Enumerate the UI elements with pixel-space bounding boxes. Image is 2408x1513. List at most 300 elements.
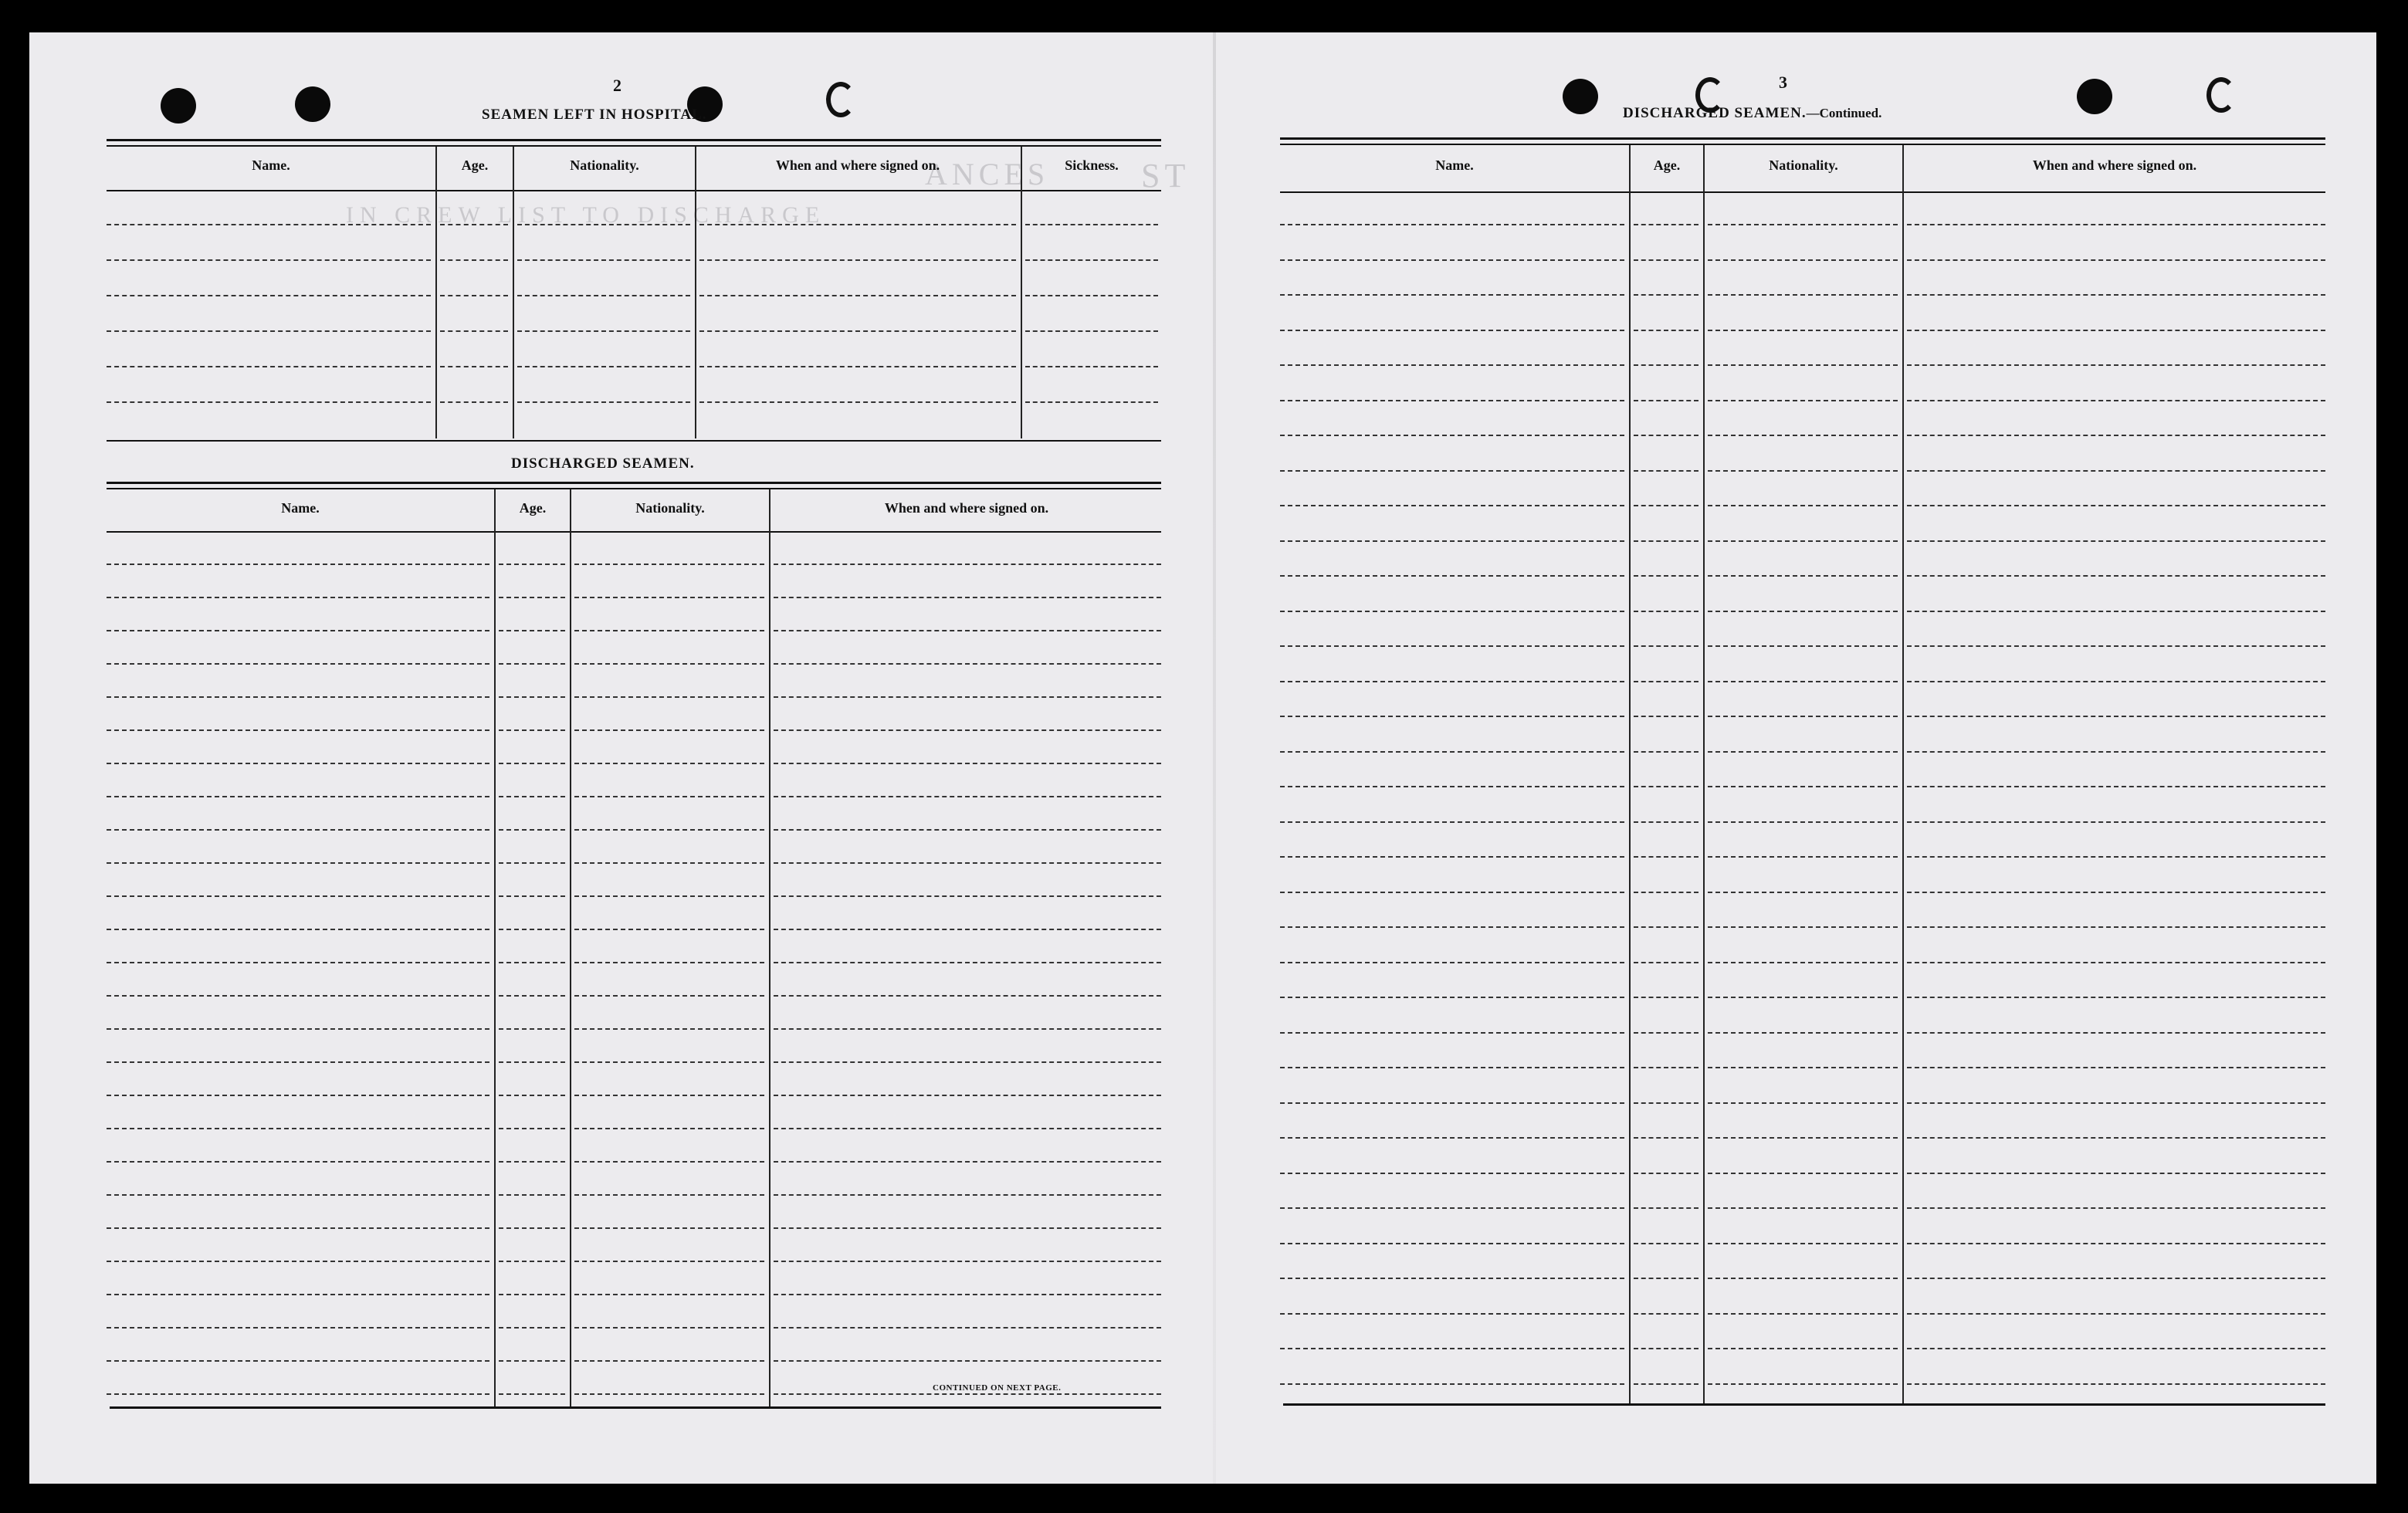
ruled-line [1708,470,1898,472]
ruled-line [774,796,1161,797]
ruled-line [499,1261,565,1262]
ruled-line [1280,645,1624,647]
ruled-line [1634,1348,1698,1349]
ruled-line [1025,224,1158,225]
ruled-line [574,1227,764,1229]
ruled-line [574,1128,764,1129]
ruled-line [1708,716,1898,717]
right-divider [1629,145,1631,1403]
ruled-line [1708,435,1898,436]
discharged-header-rule [107,531,1161,533]
ruled-line [499,929,565,930]
ruled-line [107,1261,489,1262]
ruled-line [1907,1348,2325,1349]
ruled-line [107,259,431,261]
ruled-line [1708,856,1898,858]
hospital-divider [513,147,514,438]
right-divider [1703,145,1705,1403]
ruled-line [774,1227,1161,1229]
ruled-line [774,1028,1161,1030]
ruled-line [1907,224,2325,225]
ruled-line [499,564,565,565]
ruled-line [1907,716,2325,717]
right-col-signed-on: When and where signed on. [2032,157,2197,173]
page-number-right: 3 [1779,73,1787,92]
ruled-line [574,597,764,598]
ruled-line [1280,364,1624,366]
ruled-line [774,1194,1161,1196]
ruled-line [774,1393,1161,1395]
ruled-line [1280,505,1624,506]
ruled-line [1634,1383,1698,1385]
ruled-line [1280,259,1624,261]
ruled-line [107,729,489,731]
punch-hole [161,88,196,124]
ruled-line [1634,1102,1698,1104]
ruled-line [499,729,565,731]
right-col-name: Name. [1435,157,1474,173]
ruled-line [1280,681,1624,682]
document-sheet [29,32,2376,1484]
ruled-line [1907,575,2325,577]
right-top-rule [1280,137,2325,140]
ruled-line [1025,295,1158,296]
ruled-line [774,564,1161,565]
ruled-line [574,630,764,631]
discharged-section-title: DISCHARGED SEAMEN. [511,455,695,472]
ruled-line [699,224,1016,225]
ruled-line [440,295,508,296]
staple-clip [2206,77,2236,113]
ruled-line [1708,1313,1898,1315]
ruled-line [1907,1313,2325,1315]
ruled-line [574,796,764,797]
ruled-line [1907,1032,2325,1034]
page-number-left: 2 [613,76,621,95]
ruled-line [574,829,764,831]
ruled-line [574,1261,764,1262]
ruled-line [1280,1313,1624,1315]
ruled-line [1025,259,1158,261]
ruled-line [107,895,489,897]
hospital-divider [695,147,696,438]
ruled-line [1907,1243,2325,1244]
hospital-top-rule [107,139,1161,141]
ruled-line [1280,962,1624,963]
ruled-line [1907,856,2325,858]
ruled-line [574,1061,764,1063]
discharged-divider [494,489,496,1406]
ruled-line [1634,540,1698,542]
ruled-line [1708,540,1898,542]
ruled-line [1280,821,1624,823]
ruled-line [517,224,690,225]
right-header-rule [1280,191,2325,193]
ruled-line [107,1294,489,1295]
hospital-divider [1021,147,1022,438]
ruled-line [1708,926,1898,928]
ruled-line [107,330,431,332]
hospital-col-name: Name. [252,157,290,173]
ruled-line [440,366,508,367]
staple-clip [826,82,855,117]
ruled-line [499,763,565,764]
ruled-line [107,564,489,565]
ruled-line [107,295,431,296]
ruled-line [107,763,489,764]
hospital-header-rule [107,190,1161,191]
ruled-line [1708,1032,1898,1034]
ruled-line [1907,435,2325,436]
hospital-top-rule-2 [107,145,1161,147]
ruled-line [1634,751,1698,753]
ruled-line [499,1194,565,1196]
ruled-line [1907,751,2325,753]
bleed-through: ANCES [925,157,1050,191]
ruled-line [499,1227,565,1229]
ruled-line [107,1061,489,1063]
ruled-line [1280,892,1624,893]
ruled-line [1708,681,1898,682]
ruled-line [574,1161,764,1163]
ruled-line [1708,1137,1898,1139]
discharged-divider [570,489,571,1406]
hospital-col-signed-on: When and where signed on. [775,157,940,173]
ruled-line [1634,505,1698,506]
ruled-line [1907,926,2325,928]
punch-hole [1563,79,1598,114]
ruled-line [574,1294,764,1295]
ruled-line [574,763,764,764]
ruled-line [1280,1173,1624,1174]
ruled-line [1634,1067,1698,1068]
ruled-line [1708,259,1898,261]
ruled-line [517,295,690,296]
ruled-line [774,929,1161,930]
ruled-line [574,995,764,997]
ruled-line [1025,401,1158,403]
ruled-line [107,224,431,225]
ruled-line [107,663,489,665]
ruled-line [1634,1207,1698,1209]
ruled-line [1708,1383,1898,1385]
ruled-line [1708,751,1898,753]
ruled-line [1280,926,1624,928]
ruled-line [574,1028,764,1030]
ruled-line [1907,259,2325,261]
ruled-line [1907,681,2325,682]
ruled-line [1708,505,1898,506]
ruled-line [440,259,508,261]
ruled-line [774,829,1161,831]
ruled-line [107,929,489,930]
ruled-line [1907,611,2325,612]
ruled-line [774,962,1161,963]
ruled-line [1634,1243,1698,1244]
ruled-line [499,962,565,963]
ruled-line [107,1393,489,1395]
hospital-divider [435,147,437,438]
ruled-line [1025,330,1158,332]
ruled-line [499,1128,565,1129]
ruled-line [499,663,565,665]
ruled-line [499,597,565,598]
ruled-line [574,696,764,698]
ruled-line [517,259,690,261]
ruled-line [574,1393,764,1395]
ruled-line [1634,470,1698,472]
ruled-line [499,1028,565,1030]
hospital-col-age: Age. [461,157,489,173]
right-divider [1902,145,1904,1403]
ruled-line [1708,997,1898,998]
ruled-line [107,630,489,631]
right-bottom-rule [1283,1403,2325,1406]
ruled-line [107,829,489,831]
ruled-line [517,330,690,332]
ruled-line [699,259,1016,261]
ruled-line [1634,1032,1698,1034]
ruled-line [1634,892,1698,893]
ruled-line [499,829,565,831]
ruled-line [774,597,1161,598]
ruled-line [574,862,764,864]
ruled-line [1708,1278,1898,1279]
ruled-line [1634,926,1698,928]
ruled-line [499,995,565,997]
hospital-col-nationality: Nationality. [570,157,639,173]
ruled-line [1280,611,1624,612]
ruled-line [107,1028,489,1030]
ruled-line [574,895,764,897]
ruled-line [1907,997,2325,998]
discharged-bottom-rule [110,1406,1161,1409]
punch-hole [2077,79,2112,114]
ruled-line [1708,575,1898,577]
ruled-line [774,1360,1161,1362]
ruled-line [1634,400,1698,401]
ruled-line [1634,786,1698,787]
ruled-line [1708,330,1898,331]
ruled-line [1708,294,1898,296]
hospital-col-sickness: Sickness. [1065,157,1119,173]
ruled-line [1634,716,1698,717]
ruled-line [1907,962,2325,963]
ruled-line [1708,1207,1898,1209]
punch-hole [295,86,330,122]
discharged-top-rule-2 [107,488,1161,489]
ruled-line [774,663,1161,665]
ruled-line [517,366,690,367]
right-section-title [1623,105,1881,122]
ruled-line [107,1327,489,1329]
ruled-line [1025,366,1158,367]
ruled-line [1708,611,1898,612]
ruled-line [1280,716,1624,717]
ruled-line [774,1061,1161,1063]
ruled-line [107,1095,489,1096]
ruled-line [1907,364,2325,366]
ruled-line [1634,1278,1698,1279]
ruled-line [499,1393,565,1395]
ruled-line [1708,1067,1898,1068]
ruled-line [1708,1243,1898,1244]
ruled-line [1907,294,2325,296]
right-col-age: Age. [1653,157,1681,173]
ruled-line [1634,821,1698,823]
ruled-line [1708,892,1898,893]
ruled-line [699,401,1016,403]
bleed-through: IN CREW LIST TO DISCHARGE [346,202,826,228]
ruled-line [699,330,1016,332]
ruled-line [1907,645,2325,647]
ruled-line [1634,364,1698,366]
ruled-line [1907,1102,2325,1104]
ruled-line [1634,645,1698,647]
ruled-line [1280,470,1624,472]
ruled-line [499,1327,565,1329]
ruled-line [107,1227,489,1229]
ruled-line [774,729,1161,731]
ruled-line [699,295,1016,296]
ruled-line [1280,1032,1624,1034]
ruled-line [1280,997,1624,998]
ruled-line [699,366,1016,367]
ruled-line [774,1128,1161,1129]
ruled-line [1280,1102,1624,1104]
right-col-nationality: Nationality. [1769,157,1838,173]
ruled-line [107,1161,489,1163]
ruled-line [1708,364,1898,366]
ruled-line [1708,400,1898,401]
ruled-line [1907,1137,2325,1139]
ruled-line [1708,962,1898,963]
ruled-line [1634,962,1698,963]
ruled-line [1280,1137,1624,1139]
ruled-line [1634,294,1698,296]
ruled-line [774,1327,1161,1329]
ruled-line [499,1294,565,1295]
ruled-line [1634,330,1698,331]
ruled-line [499,796,565,797]
ruled-line [1280,1383,1624,1385]
discharged-col-nationality: Nationality. [635,500,705,516]
ruled-line [1280,435,1624,436]
ruled-line [517,401,690,403]
ruled-line [574,962,764,963]
ruled-line [107,995,489,997]
ruled-line [574,1360,764,1362]
ruled-line [1907,1067,2325,1068]
ruled-line [774,1261,1161,1262]
ruled-line [574,1327,764,1329]
ruled-line [1634,1313,1698,1315]
ruled-line [1907,1173,2325,1174]
ruled-line [1907,400,2325,401]
bleed-through: ST [1141,157,1190,195]
ruled-line [574,1194,764,1196]
ruled-line [1280,1348,1624,1349]
ruled-line [107,1128,489,1129]
ruled-line [107,1194,489,1196]
ruled-line [1708,821,1898,823]
ruled-line [499,1095,565,1096]
ruled-line [774,895,1161,897]
ruled-line [499,895,565,897]
ruled-line [499,630,565,631]
ruled-line [499,1360,565,1362]
ruled-line [1634,856,1698,858]
ruled-line [1280,540,1624,542]
ruled-line [440,224,508,225]
ruled-line [1280,1243,1624,1244]
ruled-line [107,597,489,598]
ruled-line [1708,224,1898,225]
discharged-col-signed-on: When and where signed on. [884,500,1049,516]
ruled-line [1907,1278,2325,1279]
ruled-line [774,1095,1161,1096]
ruled-line [499,696,565,698]
ruled-line [107,401,431,403]
ruled-line [774,763,1161,764]
right-title-suffix: —Continued. [1806,106,1882,120]
ruled-line [1907,786,2325,787]
ruled-line [107,962,489,963]
ruled-line [1907,470,2325,472]
ruled-line [107,862,489,864]
ruled-line [1280,856,1624,858]
ruled-line [1708,1173,1898,1174]
ruled-line [1280,1067,1624,1068]
ruled-line [774,696,1161,698]
ruled-line [1708,786,1898,787]
ruled-line [1634,435,1698,436]
ruled-line [1634,575,1698,577]
ruled-line [1280,330,1624,331]
right-title-main: DISCHARGED SEAMEN. [1623,105,1807,121]
ruled-line [1907,1383,2325,1385]
ruled-line [1280,1207,1624,1209]
ruled-line [574,729,764,731]
ruled-line [774,630,1161,631]
ruled-line [1708,1348,1898,1349]
ruled-line [1634,224,1698,225]
ruled-line [440,401,508,403]
ruled-line [1280,786,1624,787]
right-top-rule-2 [1280,144,2325,145]
ruled-line [1907,1207,2325,1209]
ruled-line [107,366,431,367]
ruled-line [1634,259,1698,261]
ruled-line [774,995,1161,997]
ruled-line [1634,997,1698,998]
ruled-line [1708,645,1898,647]
ruled-line [440,330,508,332]
continued-footer: CONTINUED ON NEXT PAGE. [933,1383,1062,1393]
ruled-line [574,663,764,665]
ruled-line [1280,224,1624,225]
ruled-line [1634,611,1698,612]
page-fold [1213,32,1216,1484]
ruled-line [1280,400,1624,401]
discharged-col-age: Age. [519,500,547,516]
ruled-line [1280,575,1624,577]
hospital-bottom-rule [107,440,1161,442]
discharged-col-name: Name. [281,500,320,516]
ruled-line [574,929,764,930]
ruled-line [1907,821,2325,823]
ruled-line [499,1161,565,1163]
